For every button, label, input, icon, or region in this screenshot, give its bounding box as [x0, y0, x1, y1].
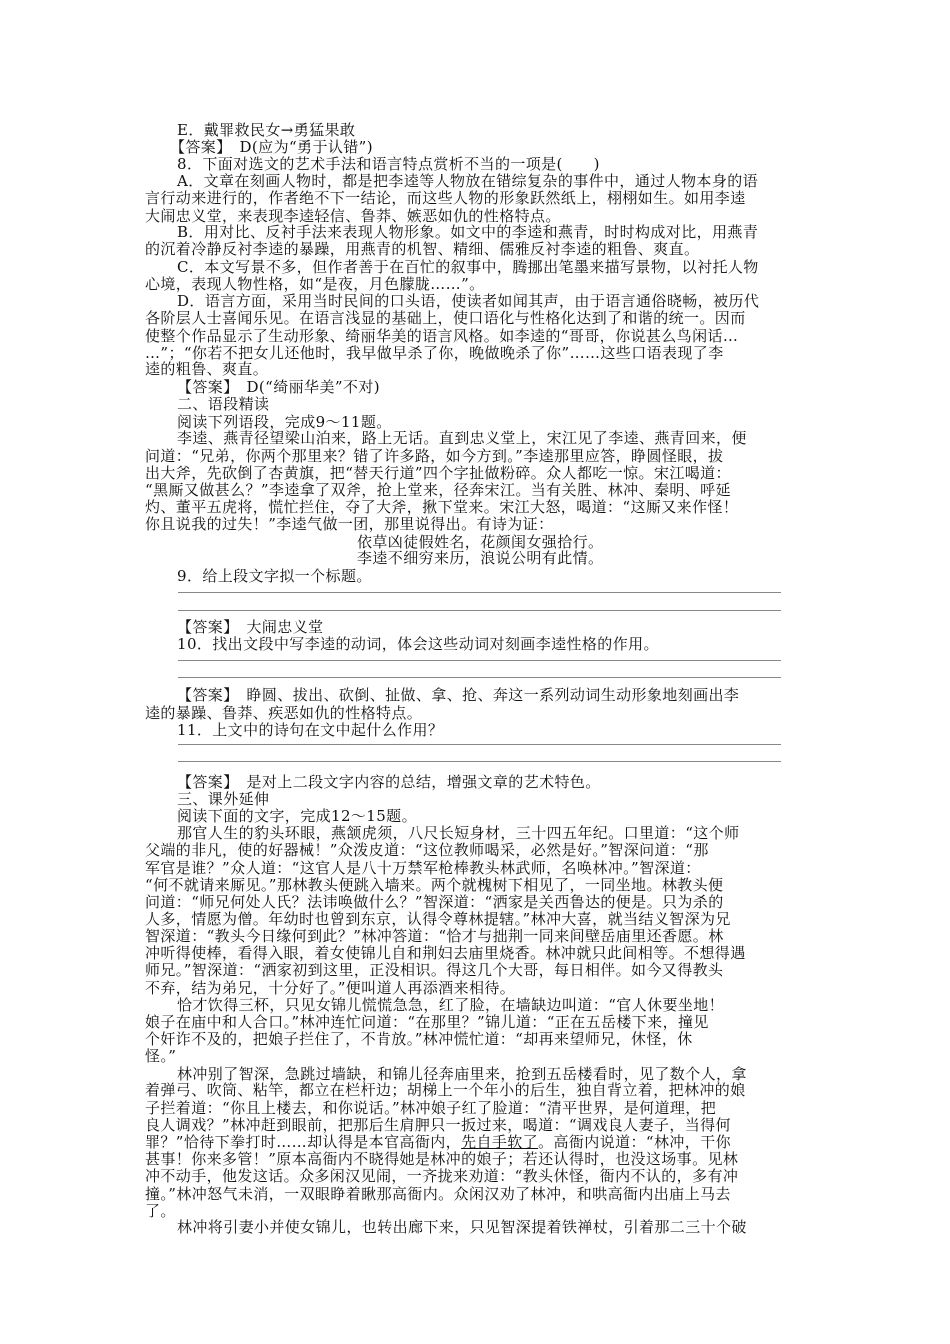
text-line: 逵的暴躁、鲁莽、疾恶如仇的性格特点。: [145, 704, 423, 722]
text-line: C．本文写景不多，但作者善于在百忙的叙事中，腾挪出笔墨来描写景物，以衬托人物: [177, 258, 759, 276]
text-line: 【答案】 睁圆、拔出、砍倒、扯做、拿、抢、奔这一系列动词生动形象地刻画出李: [177, 686, 740, 704]
text-line: 8．下面对选文的艺术手法和语言特点赏析不当的一项是( ): [177, 155, 600, 173]
answer-line: [178, 744, 781, 745]
text-line: 李逵不细穷来历，浪说公明有此情。: [357, 549, 604, 567]
text-line: 军官是谁？”众人道：“这官人是八十万禁军枪棒教头林武师，名唤林冲。”智深道：: [145, 859, 701, 877]
text-line: 恰才饮得三杯，只见女锦儿慌慌急急，红了脸，在墙缺边叫道：“官人休要坐地！: [177, 996, 725, 1014]
text-line: 阅读下列语段，完成9～11题。: [177, 413, 392, 431]
text-line: D．语言方面，采用当时民间的口头语，使读者如闻其声，由于语言通俗晓畅，被历代: [177, 292, 760, 310]
text-line: 言行动来进行的，作者绝不下一结论，而这些人物的形象跃然纸上，栩栩如生。如用李逵: [145, 189, 746, 207]
text-line: 冲不动手，他发这话。众多闲汉见闹，一齐拢来劝道：“教头休怪，衙内不认的，多有冲: [145, 1167, 739, 1185]
text-line: 师兄。”智深道：“洒家初到这里，正没相识。得这几个大哥，每日相伴。如今又得教头: [145, 961, 724, 979]
text-line: A．文章在刻画人物时，都是把李逵等人物放在错综复杂的事件中，通过人物本身的语: [177, 172, 759, 190]
text-line: 【答案】 D(“绮丽华美”不对): [177, 378, 380, 396]
text-line: 那官人生的豹头环眼，燕颔虎须，八尺长短身材，三十四五年纪。口里道：“这个师: [177, 824, 740, 842]
text-line: 子拦着道：“你且上楼去，和你说话。”林冲娘子红了脸道：“清平世界，是何道理，把: [145, 1099, 717, 1117]
text-line: 冲听得使棒，看得入眼，着女使锦儿自和荆妇去庙里烧香。林冲就只此间相等。不想得遇: [145, 944, 746, 962]
text-line: 9．给上段文字拟一个标题。: [177, 567, 372, 585]
text-line: 逵的粗鲁、爽直。: [145, 360, 269, 378]
text-line: 阅读下面的文字，完成12～15题。: [177, 807, 417, 825]
answer-line: [178, 677, 781, 678]
answer-line: [178, 761, 781, 762]
text-line: 李逵、燕青径望梁山泊来，路上无话。直到忠义堂上，宋江见了李逵、燕青回来，便: [177, 429, 747, 447]
text-line: 二、语段精读: [177, 395, 270, 413]
text-line: 的沉着冷静反衬李逵的暴躁，用燕青的机智、精细、儒雅反衬李逵的粗鲁、爽直。: [145, 240, 700, 258]
answer-line: [178, 660, 781, 661]
text-line: 林冲别了智深，急跳过墙缺，和锦儿径奔庙里来，抢到五岳楼看时，见了数个人，拿: [177, 1065, 747, 1083]
text-line: 撞。”林冲怒气未消，一双眼睁着瞅那高衙内。众闲汉劝了林冲，和哄高衙内出庙上马去: [145, 1185, 731, 1203]
text-line: 甚事！你来多管！”原本高衙内不晓得她是林冲的娘子；若还认得时，也没这场事。见林: [145, 1150, 739, 1168]
text-line: 不弃，结为弟兄，十分好了。”便叫道人再添酒来相待。: [145, 979, 516, 997]
text-line: E．戴罪救民女→勇猛果敢: [177, 121, 356, 139]
text-line: “黑厮又做甚么？”李逵拿了双斧，抢上堂来，径奔宋江。当有关胜、林冲、秦明、呼延: [145, 481, 731, 499]
underlined-phrase: 先自手软了: [461, 1133, 539, 1151]
text-line: 智深道：“教头今日缘何到此？”林冲答道：“恰才与拙荆一同来间壁岳庙里还香愿。林: [145, 927, 724, 945]
text-line: 了。: [145, 1202, 176, 1220]
text-line: 娘子在庙中和人合口。”林冲连忙问道：“在那里？”锦儿道：“正在五岳楼下来，撞见: [145, 1013, 709, 1031]
text-line: 三、课外延伸: [177, 790, 270, 808]
text-line: B．用对比、反衬手法来表现人物形象。如文中的李逵和燕青，时时构成对比，用燕青: [177, 223, 759, 241]
text-line: 父端的非凡，使的好器械！”众泼皮道：“这位教师喝采，必然是好。”智深问道：“那: [145, 841, 709, 859]
text-line: 怪。”: [145, 1047, 177, 1065]
text-line: 人多，情愿为僧。年幼时也曾到东京，认得令尊林提辖。”林冲大喜，就当结义智深为兄: [145, 910, 731, 928]
text-line: 林冲将引妻小并使女锦儿，也转出廊下来，只见智深提着铁禅杖，引着那二三十个破: [177, 1218, 747, 1236]
answer-line: [178, 592, 781, 593]
text-line: 个奸诈不及的，把娘子拦住了，不肯放。”林冲慌忙道：“却再来望师兄，休怪，休: [145, 1030, 693, 1048]
text-line: 着弹弓、吹筒、粘竿，都立在栏杆边；胡梯上一个年小的后生，独自背立着，把林冲的娘: [145, 1081, 746, 1099]
text-line: 各阶层人士喜闻乐见。在语言浅显的基础上，使口语化与性格化达到了和谐的统一。因而: [145, 309, 746, 327]
text-line: 心境，表现人物性格，如“是夜，月色朦胧……”。: [145, 275, 485, 293]
text-line: 你且说我的过失！”李逵气做一团，那里说得出。有诗为证：: [145, 515, 554, 533]
text-line: 10．找出文段中写李逵的动词，体会这些动词对刻画李逵性格的作用。: [177, 635, 659, 653]
text-line: 问道：“兄弟，你两个那里来？错了许多路，如今方到。”李逵那里应答，睁圆怪眼，拔: [145, 447, 724, 465]
text-line: 【答案】 D(应为“勇于认错”): [170, 138, 373, 156]
text-line: 依草凶徒假姓名，花颜闺女强拾行。: [357, 533, 604, 551]
text-line: …”；“你若不把女儿还他时，我早做早杀了你，晚做晚杀了你”……这些口语表现了李: [145, 344, 724, 362]
text-line: 出大斧，先砍倒了杏黄旗，把“替天行道”四个字扯做粉碎。众人都吃一惊。宋江喝道：: [145, 464, 731, 482]
text-line: 【答案】 大闹忠义堂: [177, 618, 324, 636]
text-line: 使整个作品显示了生动形象、绮丽华美的语言风格。如李逵的“哥哥，你说甚么鸟闲话…: [145, 327, 739, 345]
text-line: 11．上文中的诗句在文中起什么作用？: [177, 721, 444, 739]
text-line: 灼、董平五虎将，慌忙拦住，夺了大斧，揪下堂来。宋江大怒，喝道：“这厮又来作怪！: [145, 498, 739, 516]
text-line: 问道：“师兄何处人氏？法讳唤做什么？”智深道：“洒家是关西鲁达的便是。只为杀的: [145, 893, 724, 911]
text-line: 【答案】 是对上二段文字内容的总结，增强文章的艺术特色。: [177, 773, 601, 791]
answer-line: [178, 610, 781, 611]
text-line: 良人调戏？”林冲赶到眼前，把那后生肩胛只一扳过来，喝道：“调戏良人妻子，当得何: [145, 1116, 731, 1134]
text-line: 罪？”恰待下拳打时……却认得是本官高衙内，先自手软了。高衙内说道：“林冲，干你: [145, 1133, 731, 1151]
text-line: 大闹忠义堂，来表现李逵轻信、鲁莽、嫉恶如仇的性格特点。: [145, 207, 561, 225]
text-line: “何不就请来厮见。”那林教头便跳入墙来。两个就槐树下相见了，一同坐地。林教头便: [145, 876, 724, 894]
